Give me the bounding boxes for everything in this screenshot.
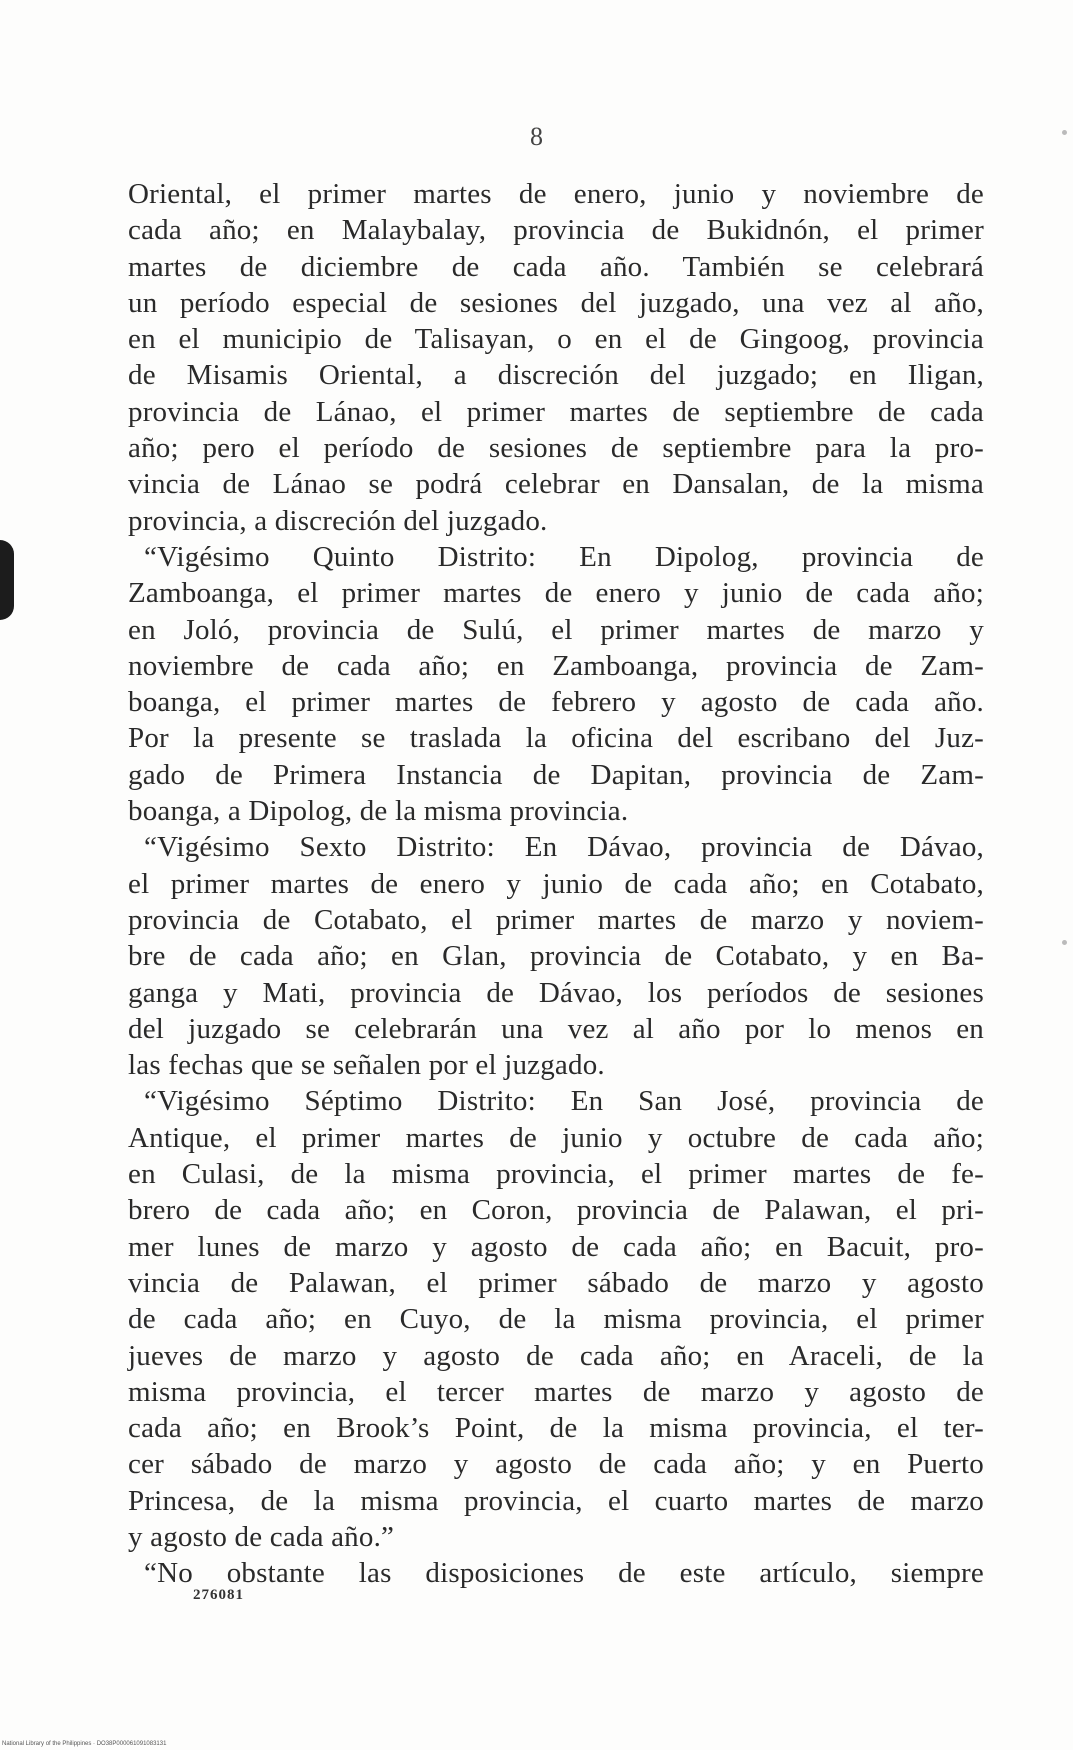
text-line: gado de Primera Instancia de Dapitan, provincia de Zam- [128, 758, 984, 791]
text-line: y agosto de cada año.” [128, 1520, 395, 1553]
text-line: noviembre de cada año; en Zamboanga, provincia de Zam- [128, 649, 984, 682]
text-line: “Vigésimo Séptimo Distrito: En San José, provincia de [144, 1085, 984, 1118]
text-line: Por la presente se traslada la oficina del escribano del Juz- [128, 722, 984, 755]
text-line: provincia de Lánao, el primer martes de septiembre de cada [128, 395, 984, 428]
text-line: misma provincia, el tercer martes de marzo y agosto de [128, 1375, 984, 1408]
text-line: ganga y Mati, provincia de Dávao, los períodos de sesiones [128, 976, 984, 1009]
text-line: en el municipio de Talisayan, o en el de Gingoog, provincia [128, 323, 984, 356]
text-line: del juzgado se celebrarán una vez al año por lo menos en [128, 1012, 984, 1045]
text-line: cada año; en Malaybalay, provincia de Bukidnón, el primer [128, 214, 984, 247]
text-line: jueves de marzo y agosto de cada año; en Araceli, de la [128, 1339, 984, 1372]
text-line: “Vigésimo Quinto Distrito: En Dipolog, provincia de [144, 540, 984, 573]
text-line: “Vigésimo Sexto Distrito: En Dávao, provincia de Dávao, [144, 831, 984, 864]
page-number: 8 [530, 122, 543, 151]
text-line: año; pero el período de sesiones de septiembre para la pro- [128, 432, 984, 465]
text-line: provincia de Cotabato, el primer martes de marzo y noviem- [128, 903, 984, 936]
text-line: en Joló, provincia de Sulú, el primer martes de marzo y [128, 613, 984, 646]
text-line: vincia de Lánao se podrá celebrar en Dansalan, de la misma [128, 468, 984, 501]
text-line: vincia de Palawan, el primer sábado de marzo y agosto [128, 1266, 984, 1299]
text-line: las fechas que se señalen por el juzgado. [128, 1049, 605, 1082]
text-line: Oriental, el primer martes de enero, junio y noviembre de [128, 178, 984, 210]
edge-speck [1062, 940, 1067, 945]
text-line: brero de cada año; en Coron, provincia de Palawan, el pri- [128, 1194, 984, 1227]
text-line: cada año; en Brook’s Point, de la misma provincia, el ter- [128, 1412, 984, 1445]
text-line: el primer martes de enero y junio de cada año; en Cotabato, [128, 867, 984, 900]
text-line: en Culasi, de la misma provincia, el primer martes de fe- [128, 1158, 984, 1191]
text-line: provincia, a discreción del juzgado. [128, 504, 548, 537]
text-line: de cada año; en Cuyo, de la misma provincia, el primer [128, 1303, 984, 1336]
text-line: Antique, el primer martes de junio y octubre de cada año; [128, 1121, 984, 1154]
body-text [128, 176, 984, 1592]
binding-shadow [0, 540, 14, 620]
text-line: Zamboanga, el primer martes de enero y junio de cada año; [128, 577, 984, 610]
text-line: mer lunes de marzo y agosto de cada año; en Bacuit, pro- [128, 1230, 984, 1263]
text-line: “No obstante las disposiciones de este artículo, siempre [144, 1557, 984, 1590]
library-footer: National Library of the Philippines · DO38P000061091083131 [2, 1741, 167, 1747]
text-line: cer sábado de marzo y agosto de cada año; y en Puerto [128, 1448, 984, 1481]
text-line: boanga, a Dipolog, de la misma provincia. [128, 795, 629, 828]
text-line: bre de cada año; en Glan, provincia de Cotabato, y en Ba- [128, 940, 984, 973]
text-line: un período especial de sesiones del juzgado, una vez al año, [128, 286, 984, 319]
text-line: de Misamis Oriental, a discreción del juzgado; en Iligan, [128, 359, 984, 392]
printer-code: 276081 [193, 1587, 244, 1603]
text-line: martes de diciembre de cada año. También se celebrará [128, 250, 984, 283]
text-line: boanga, el primer martes de febrero y agosto de cada año. [128, 686, 984, 719]
text-line: Princesa, de la misma provincia, el cuarto martes de marzo [128, 1484, 984, 1517]
